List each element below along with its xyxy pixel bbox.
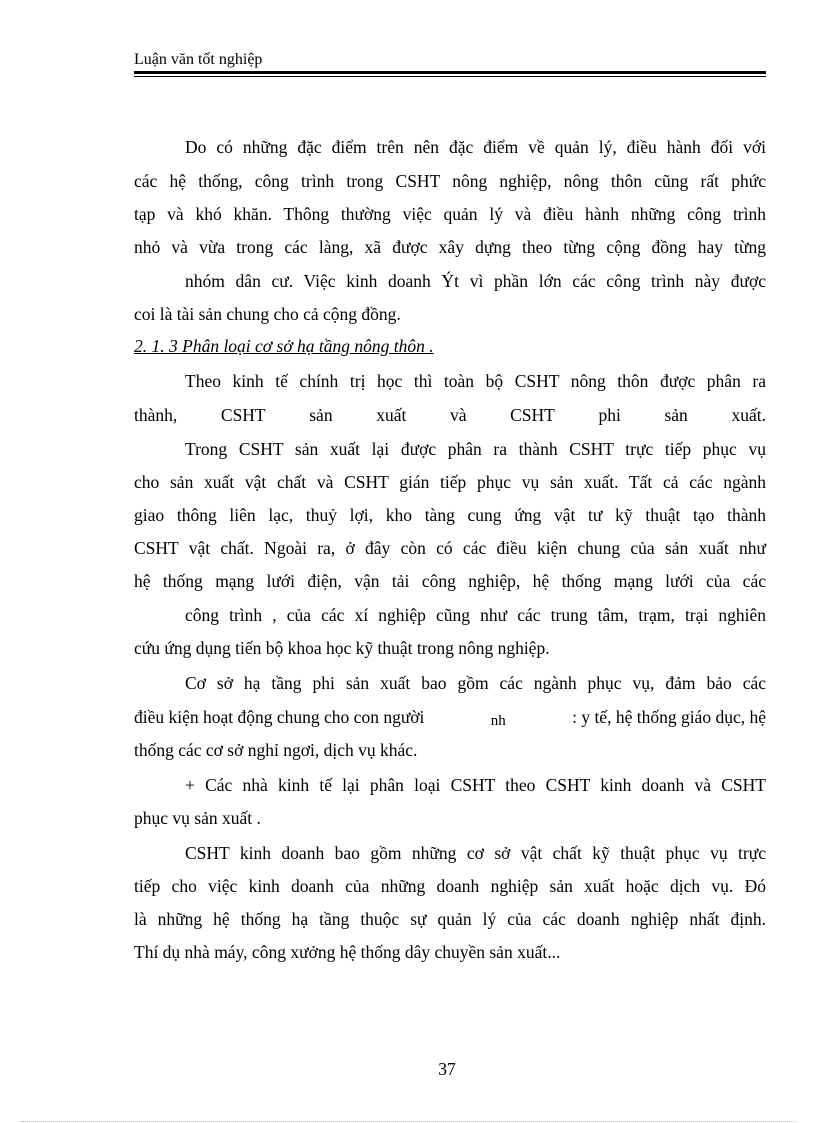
paragraph-3-line-6: công trình , của các xí nghiệp cũng như các trung tâm, trạm, trại nghiên: [185, 605, 766, 625]
paragraph-3-line-4: CSHT vật chất. Ngoài ra, ở đây còn có các điều kiện chung của sản xuất như: [134, 538, 766, 558]
word: và: [449, 405, 467, 425]
word: xuất: [376, 405, 407, 425]
paragraph-1-line-5: nhóm dân cư. Việc kinh doanh Ýt vì phần lớn các công trình này được: [185, 271, 766, 291]
running-header: Luận văn tốt nghiệp: [134, 51, 263, 68]
paragraph-4-line-1: Cơ sở hạ tầng phi sản xuất bao gồm các ngành phục vụ, đảm bảo các: [185, 673, 766, 693]
word: CSHT: [510, 405, 555, 425]
paragraph-3-line-3: giao thông liên lạc, thuỷ lợi, kho tàng cung ứng vật tư kỹ thuật tạo thành: [134, 505, 766, 525]
paragraph-1-line-2: các hệ thống, công trình trong CSHT nông nghiệp, nông thôn cũng rất phức: [134, 171, 766, 191]
page-bottom-dotted-border: [20, 1121, 796, 1122]
paragraph-3-line-1: Trong CSHT sản xuất lại được phân ra thành CSHT trực tiếp phục vụ: [185, 439, 766, 459]
stray-subscript-text: nh: [490, 713, 506, 729]
text-segment: : y tế, hệ thống giáo dục, hệ: [572, 707, 766, 727]
word: thành,: [134, 405, 178, 425]
paragraph-4-line-3: thống các cơ sở nghỉ ngơi, dịch vụ khác.: [134, 740, 418, 760]
paragraph-6-line-3: là những hệ thống hạ tầng thuộc sự quản lý của các doanh nghiệp nhất định.: [134, 909, 766, 929]
paragraph-2-line-1: Theo kinh tế chính trị học thì toàn bộ CSHT nông thôn được phân ra: [185, 371, 766, 391]
paragraph-1-line-3: tạp và khó khăn. Thông thường việc quản lý và điều hành những công trình: [134, 204, 766, 224]
page-number: 37: [438, 1059, 456, 1079]
paragraph-3-line-2: cho sản xuất vật chất và CSHT gián tiếp phục vụ sản xuất. Tất cả các ngành: [134, 472, 766, 492]
paragraph-3-line-5: hệ thống mạng lưới điện, vận tải công nghiệp, hệ thống mạng lưới của các: [134, 571, 766, 591]
paragraph-5-line-1: + Các nhà kinh tế lại phân loại CSHT theo CSHT kinh doanh và CSHT: [185, 775, 766, 795]
paragraph-2-line-2: [134, 404, 766, 426]
header-rule-thin: [134, 76, 766, 77]
word: phi: [598, 405, 621, 425]
paragraph-4-line-2: [134, 706, 766, 728]
paragraph-6-line-2: tiếp cho việc kinh doanh của những doanh nghiệp sản xuất hoặc dịch vụ. Đó: [134, 876, 766, 896]
paragraph-6-line-4: Thí dụ nhà máy, công xưởng hệ thống dây chuyền sản xuất...: [134, 942, 561, 962]
word: sản: [309, 405, 333, 425]
text-segment: điều kiện hoạt động chung cho con người: [134, 707, 425, 727]
paragraph-6-line-1: CSHT kinh doanh bao gồm những cơ sở vật chất kỹ thuật phục vụ trực: [185, 843, 766, 863]
word: CSHT: [220, 405, 266, 425]
paragraph-1-line-4: nhỏ và vừa trong các làng, xã được xây dựng theo từng cộng đồng hay từng: [134, 237, 766, 257]
paragraph-1-line-1: Do có những đặc điểm trên nên đặc điểm về quản lý, điều hành đối với: [185, 137, 766, 157]
header-rule-thick: [134, 71, 766, 74]
paragraph-1-line-6: coi là tài sản chung cho cả cộng đồng.: [134, 304, 401, 324]
paragraph-5-line-2: phục vụ sản xuất .: [134, 808, 261, 828]
paragraph-3-line-7: cứu ứng dụng tiến bộ khoa học kỹ thuật trong nông nghiệp.: [134, 638, 550, 658]
section-heading: 2. 1. 3 Phân loại cơ sở hạ tầng nông thôn .: [134, 336, 434, 356]
word: xuất.: [731, 405, 766, 425]
word: sản: [664, 405, 688, 425]
